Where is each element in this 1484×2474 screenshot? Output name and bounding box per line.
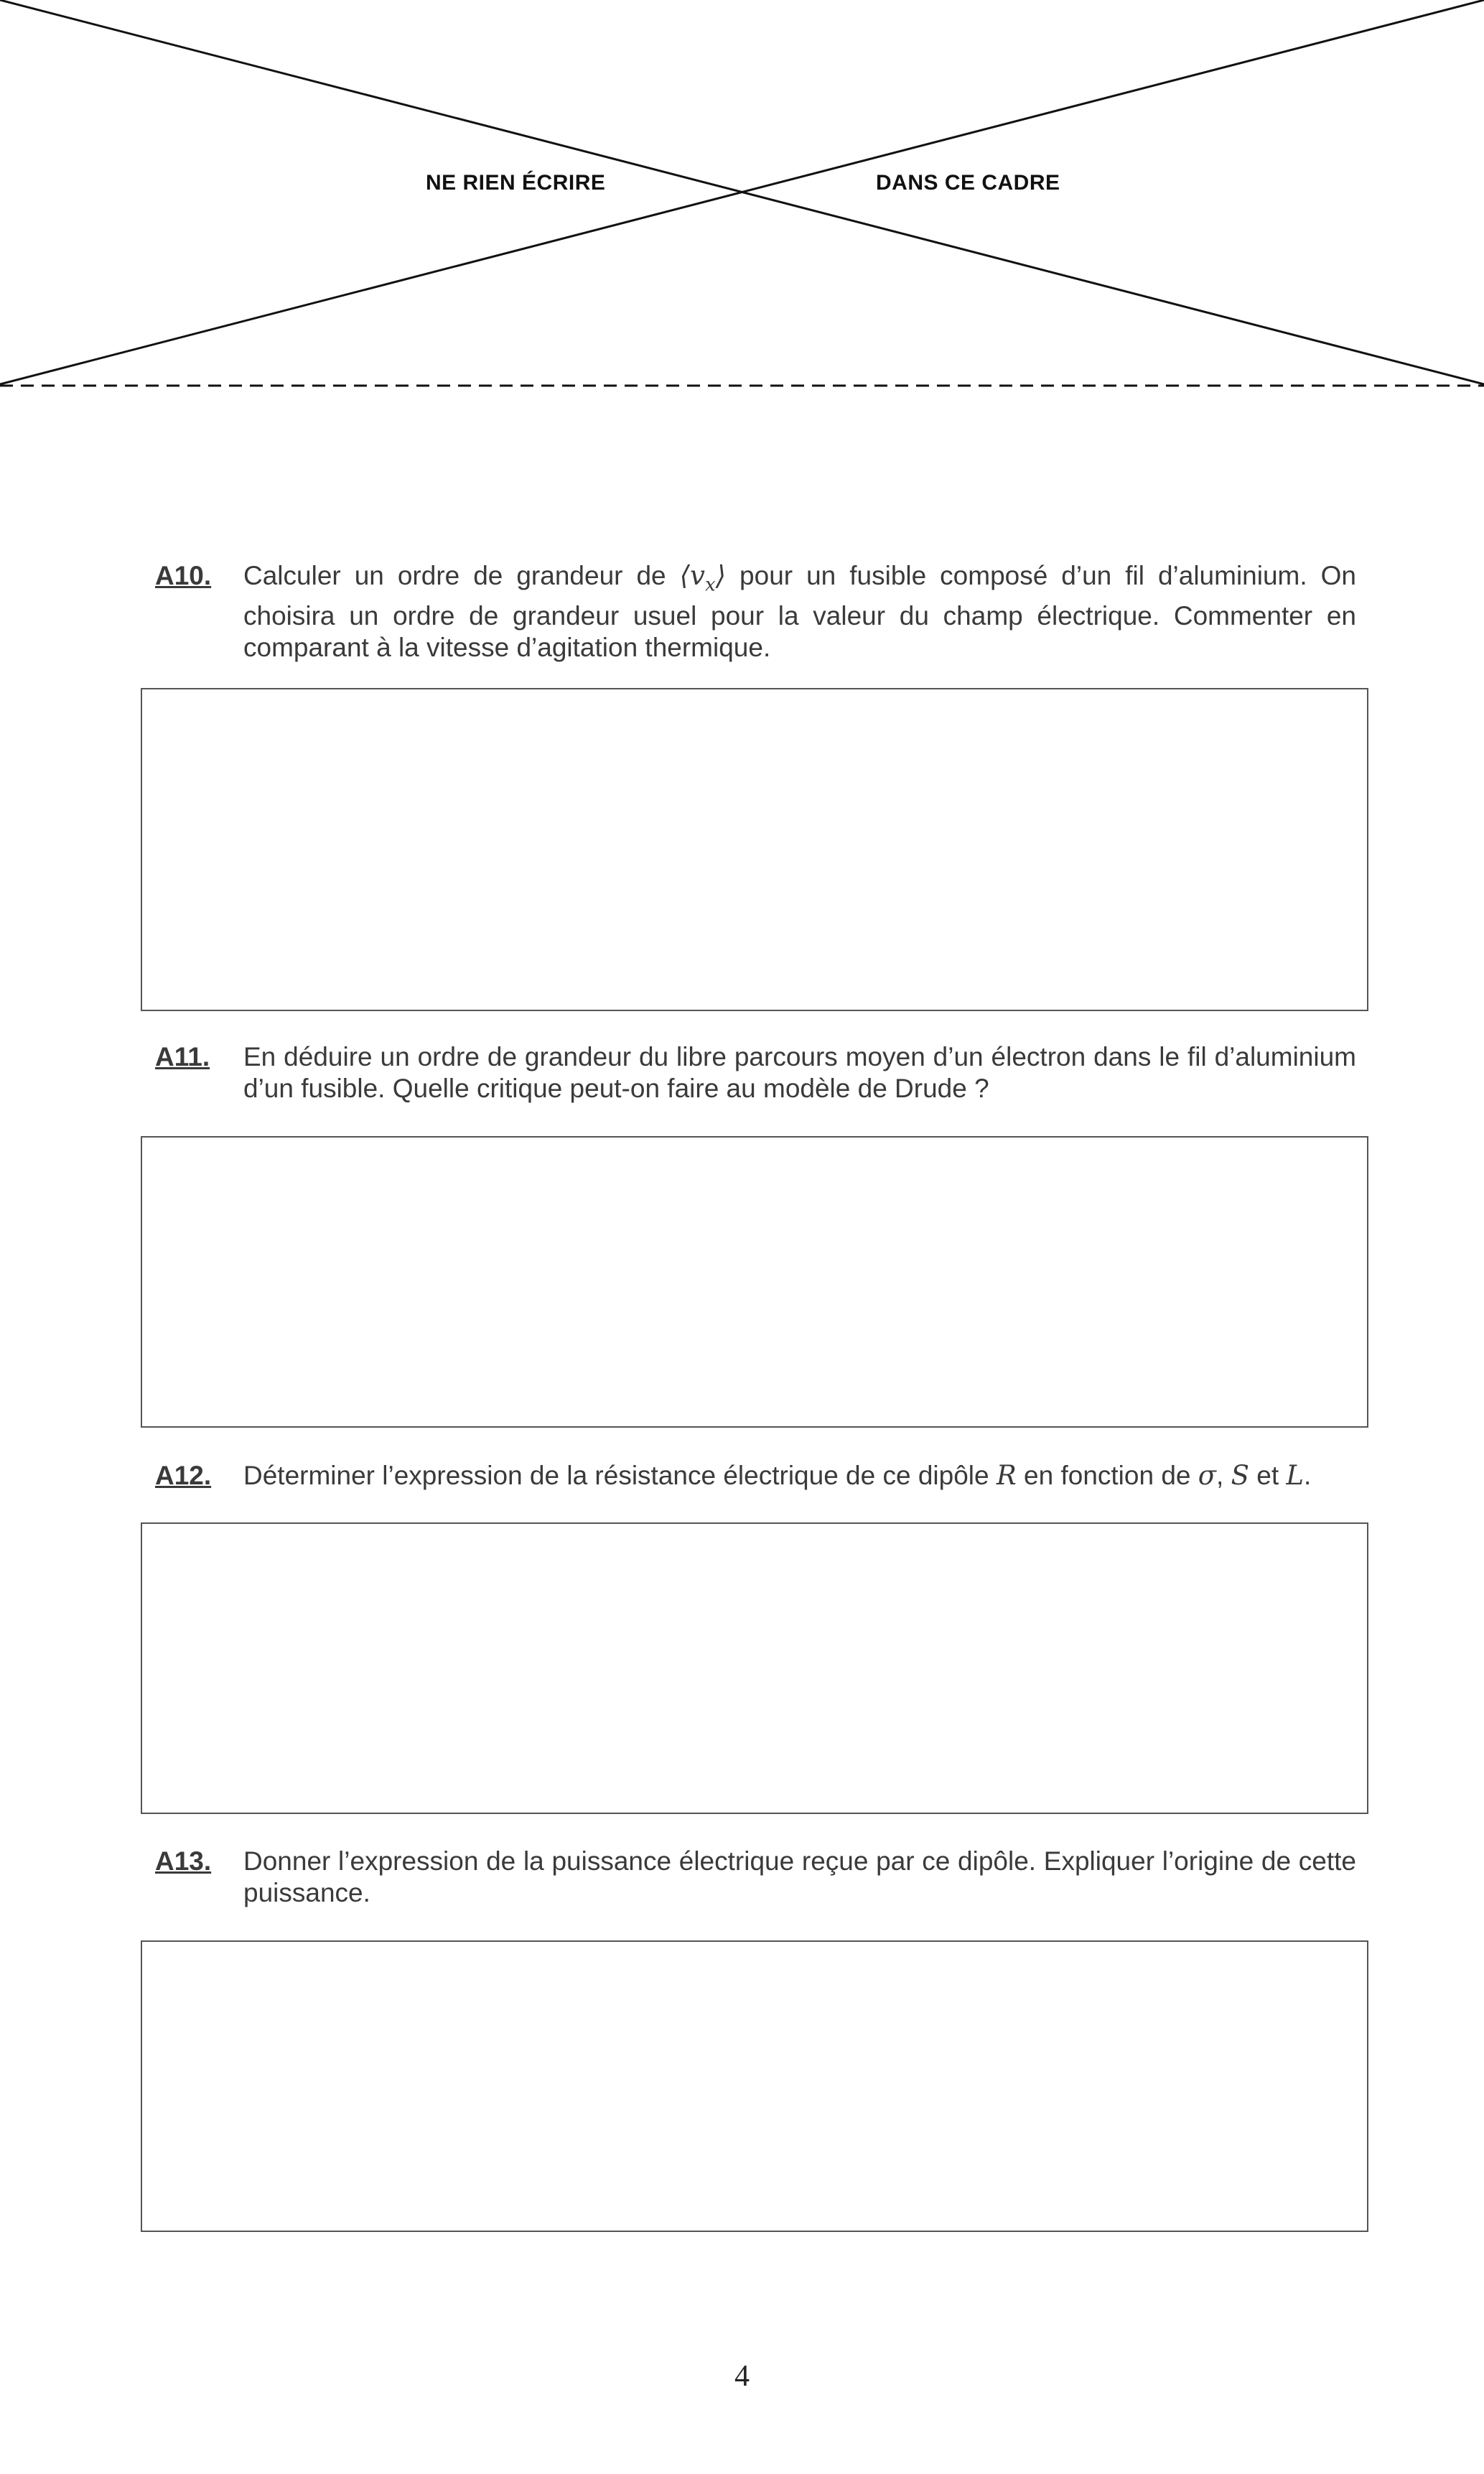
question-text: Déterminer l’expression de la résistance électrique de ce dipôle R en fonction de σ, S et L. (243, 1460, 1312, 1491)
answer-box-a10[interactable] (141, 688, 1368, 1011)
page-number: 4 (734, 2360, 750, 2393)
question-number: A12. (155, 1461, 212, 1490)
crossed-frame (0, 0, 1484, 402)
question-number: A11. (155, 1042, 210, 1071)
question-number: A10. (155, 561, 212, 590)
question-number: A13. (155, 1846, 212, 1876)
do-not-write-header (0, 0, 1484, 402)
question-a12 (155, 1460, 1356, 1492)
question-text: Donner l’expression de la puissance électrique reçue par ce dipôle. Expliquer l’origine de cette puissance. (243, 1846, 1356, 1907)
header-right-text: DANS CE CADRE (876, 171, 1060, 195)
answer-box-a13[interactable] (141, 1940, 1368, 2232)
question-a13 (155, 1846, 1356, 1909)
answer-box-a11[interactable] (141, 1136, 1368, 1428)
question-a11 (155, 1041, 1356, 1105)
question-text: En déduire un ordre de grandeur du libre parcours moyen d’un électron dans le fil d’aluminium d’un fusible. Quelle critique peut-on faire au modèle de Drude ? (243, 1042, 1356, 1103)
header-left-text: NE RIEN ÉCRIRE (426, 171, 606, 195)
question-text: Calculer un ordre de grandeur de $⟨v_x⟩$ pour un fusible composé d’un fil d’aluminium. On choisira un ordre de grandeur usuel pour la valeur du champ électrique. Commenter en comparant à la vitesse d’agitation thermique. (243, 560, 1356, 663)
answer-box-a12[interactable] (141, 1522, 1368, 1814)
question-a10 (155, 560, 1356, 664)
